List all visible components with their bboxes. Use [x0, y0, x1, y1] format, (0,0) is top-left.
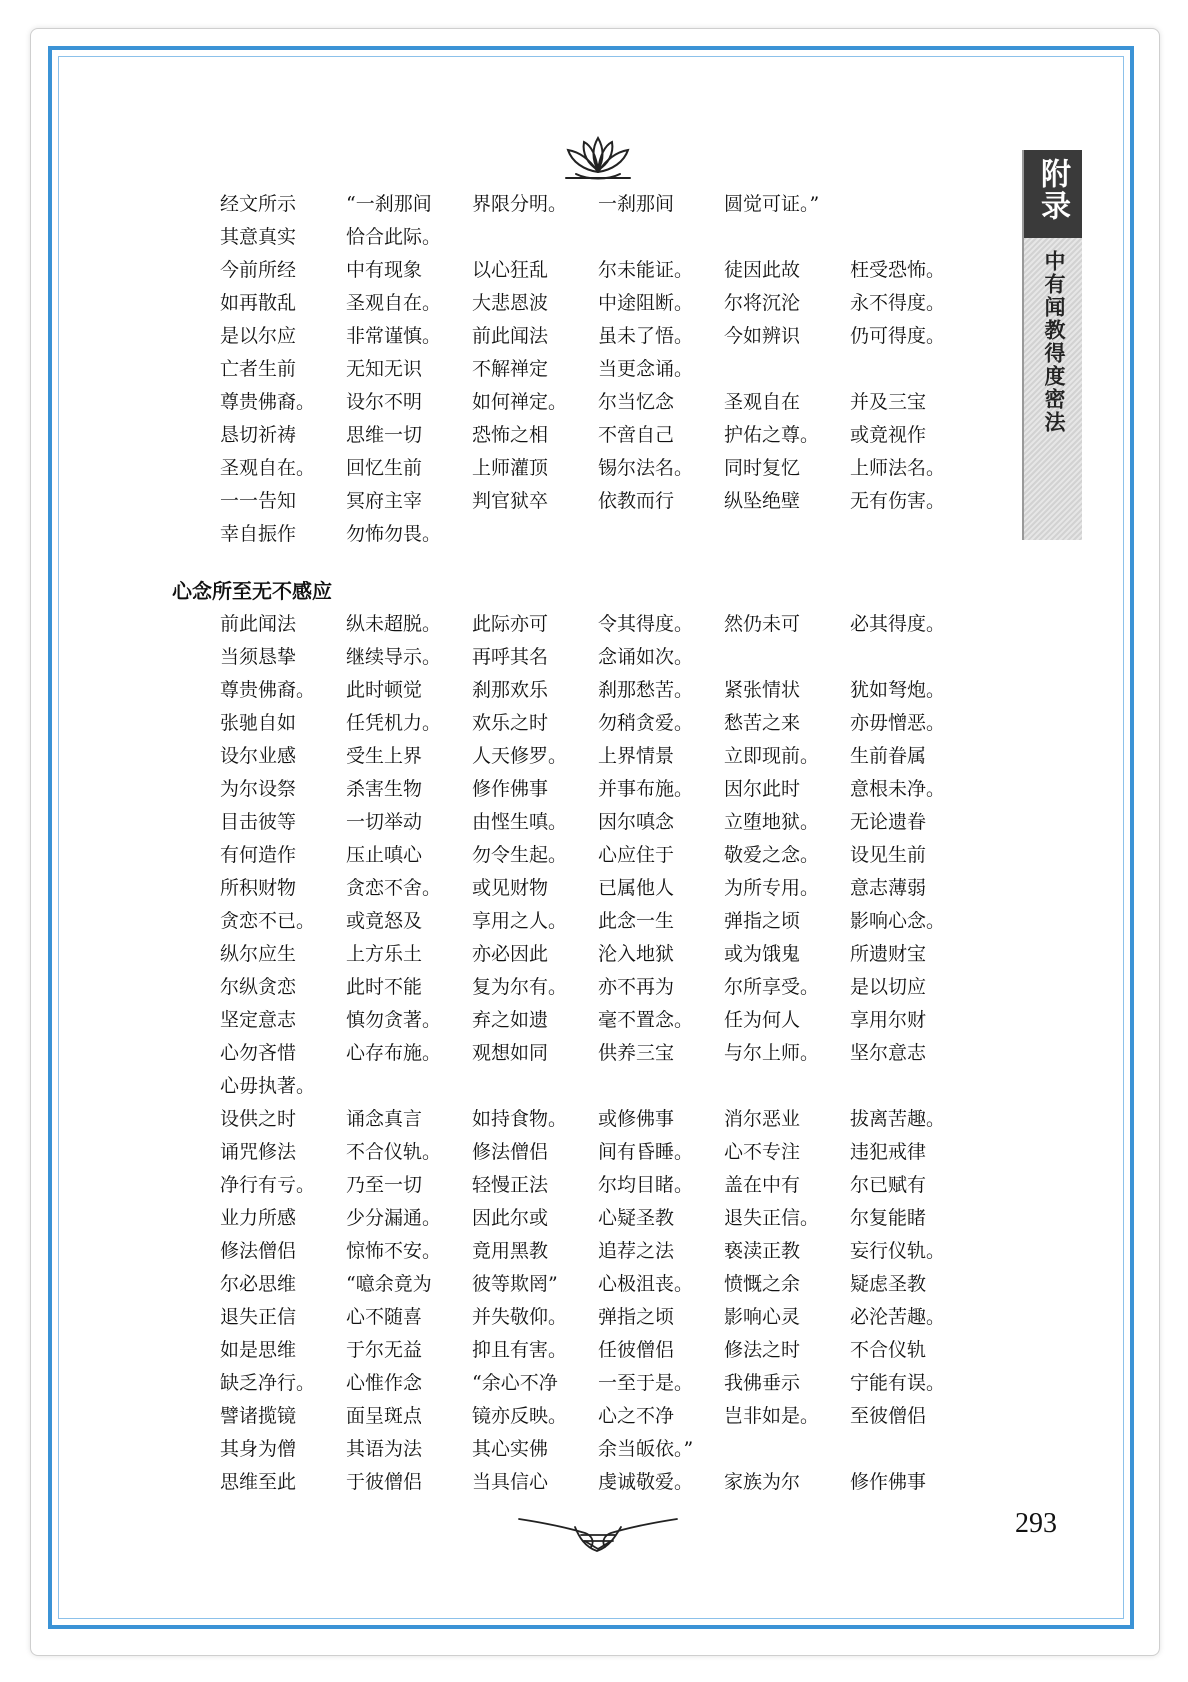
verse-phrase: 亵渎正教 — [724, 1240, 801, 1262]
verse-phrase — [850, 353, 976, 386]
verse-phrase: 尔当忆念 — [598, 391, 675, 413]
verse-phrase: 勿稍贪爱。 — [598, 712, 694, 734]
verse-phrase: 是以切应 — [850, 976, 927, 998]
verse-phrase — [724, 221, 850, 254]
verse-phrase: 坚定意志 — [220, 1009, 297, 1031]
verse-row — [220, 740, 976, 773]
verse-phrase: 观想如同 — [472, 1042, 549, 1064]
verse-phrase: 尔所享受。 — [724, 976, 820, 998]
verse-phrase: 譬诸揽镜 — [220, 1405, 297, 1427]
verse-phrase: 少分漏通。 — [346, 1207, 442, 1229]
verse-row — [220, 1004, 976, 1037]
verse-phrase: 愁苦之来 — [724, 712, 801, 734]
verse-phrase: 设供之时 — [220, 1108, 297, 1130]
verse-phrase: 彼等欺罔” — [472, 1273, 558, 1295]
chapter-tab-title: 附录 — [1035, 158, 1070, 222]
verse-phrase: 意根未净。 — [850, 778, 946, 800]
verse-phrase: 为尔设祭 — [220, 778, 297, 800]
verse-phrase: 杀害生物 — [346, 778, 423, 800]
verse-row — [220, 971, 976, 1004]
verse-phrase: 或竟怒及 — [346, 910, 423, 932]
verse-row — [220, 1433, 976, 1466]
verse-phrase: 净行有亏。 — [220, 1174, 316, 1196]
verse-phrase: 宁能有误。 — [850, 1372, 946, 1394]
verse-phrase: 心毋执著。 — [220, 1075, 316, 1097]
verse-phrase: 虽未了悟。 — [598, 325, 694, 347]
verse-phrase: 当具信心 — [472, 1471, 549, 1493]
verse-phrase: 尔均目睹。 — [598, 1174, 694, 1196]
lotus-icon — [558, 130, 638, 186]
verse-phrase — [724, 1433, 850, 1466]
verse-phrase: 敬爱之念。 — [724, 844, 820, 866]
verse-phrase: 心应住于 — [598, 844, 675, 866]
verse-phrase: 由悭生嗔。 — [472, 811, 568, 833]
verse-phrase: 为所专用。 — [724, 877, 820, 899]
verse-phrase: 思维一切 — [346, 424, 423, 446]
verse-row — [220, 1466, 976, 1499]
verse-phrase: 上师灌顶 — [472, 457, 549, 479]
verse-row — [220, 419, 976, 452]
verse-phrase — [850, 221, 976, 254]
verse-row — [220, 1070, 976, 1103]
verse-row — [220, 1334, 976, 1367]
verse-phrase: 仍可得度。 — [850, 325, 946, 347]
verse-phrase: 心惟作念 — [346, 1372, 423, 1394]
verse-phrase: 乃至一切 — [346, 1174, 423, 1196]
chapter-tab-subtitle: 中有闻教得度密法 — [1042, 250, 1067, 434]
verse-phrase: 纵未超脱。 — [346, 613, 442, 635]
verse-phrase: 或为饿鬼 — [724, 943, 801, 965]
verse-row — [220, 386, 976, 419]
verse-phrase: 此际亦可 — [472, 613, 549, 635]
verse-phrase: 并事布施。 — [598, 778, 694, 800]
verse-phrase: 修法僧侣 — [220, 1240, 297, 1262]
verse-phrase: 盖在中有 — [724, 1174, 801, 1196]
verse-phrase: 如再散乱 — [220, 292, 297, 314]
verse-phrase: 或见财物 — [472, 877, 549, 899]
verse-phrase: 心不专注 — [724, 1141, 801, 1163]
verse-phrase: 家族为尔 — [724, 1471, 801, 1493]
verse-phrase: 设尔业感 — [220, 745, 297, 767]
verse-phrase: 以心狂乱 — [472, 259, 549, 281]
verse-phrase: 并失敬仰。 — [472, 1306, 568, 1328]
verse-phrase: 或修佛事 — [598, 1108, 675, 1130]
verse-phrase: 亦不再为 — [598, 976, 675, 998]
folded-hands-icon — [515, 1497, 681, 1557]
verse-phrase: 供养三宝 — [598, 1042, 675, 1064]
verse-phrase: 间有昏睡。 — [598, 1141, 694, 1163]
verse-row — [220, 806, 976, 839]
verse-phrase: 一至于是。 — [598, 1372, 694, 1394]
verse-phrase — [472, 221, 598, 254]
verse-phrase: 虔诚敬爱。 — [598, 1471, 694, 1493]
verse-row — [220, 254, 976, 287]
verse-phrase: 立即现前。 — [724, 745, 820, 767]
verse-row — [220, 641, 976, 674]
verse-phrase: 如持食物。 — [472, 1108, 568, 1130]
verse-phrase: 诵咒修法 — [220, 1141, 297, 1163]
verse-phrase: 护佑之尊。 — [724, 424, 820, 446]
verse-row — [220, 674, 976, 707]
verse-phrase: 压止嗔心 — [346, 844, 423, 866]
verse-phrase: 修作佛事 — [472, 778, 549, 800]
verse-phrase: 判官狱卒 — [472, 490, 549, 512]
verse-phrase: 犹如弩炮。 — [850, 679, 946, 701]
verse-row — [220, 707, 976, 740]
verse-row — [220, 1268, 976, 1301]
verse-phrase: 尔必思维 — [220, 1273, 297, 1295]
verse-row — [220, 1037, 976, 1070]
verse-phrase: 余当皈依。” — [598, 1438, 694, 1460]
verse-phrase: 当更念诵。 — [598, 358, 694, 380]
verse-row — [220, 773, 976, 806]
verse-phrase — [724, 641, 850, 674]
verse-row — [220, 320, 976, 353]
verse-phrase: 人天修罗。 — [472, 745, 568, 767]
verse-phrase: 疑虑圣教 — [850, 1273, 927, 1295]
verse-phrase: 岂非如是。 — [724, 1405, 820, 1427]
verse-phrase: 恳切祈祷 — [220, 424, 297, 446]
verse-row — [220, 905, 976, 938]
verse-row — [220, 1202, 976, 1235]
verse-phrase: 已属他人 — [598, 877, 675, 899]
verse-phrase — [850, 188, 976, 221]
verse-phrase: 追荐之法 — [598, 1240, 675, 1262]
verse-phrase: 如何禅定。 — [472, 391, 568, 413]
verse-phrase: 尊贵佛裔。 — [220, 679, 316, 701]
verse-phrase: 其意真实 — [220, 226, 297, 248]
verse-phrase: 亦毋憎恶。 — [850, 712, 946, 734]
verse-row — [220, 287, 976, 320]
verse-phrase: 圆觉可证。” — [724, 193, 820, 215]
verse-phrase: 一切举动 — [346, 811, 423, 833]
verse-phrase: 今前所经 — [220, 259, 297, 281]
verse-phrase: 不啻自己 — [598, 424, 675, 446]
verse-phrase: 设见生前 — [850, 844, 927, 866]
verse-phrase: 设尔不明 — [346, 391, 423, 413]
verse-phrase: 无有伤害。 — [850, 490, 946, 512]
verse-phrase: 尔复能睹 — [850, 1207, 927, 1229]
verse-phrase: 于尔无益 — [346, 1339, 423, 1361]
verse-row — [220, 452, 976, 485]
verse-phrase: 经文所示 — [220, 193, 297, 215]
page-number: 293 — [1015, 1508, 1057, 1539]
verse-phrase: 尊贵佛裔。 — [220, 391, 316, 413]
verse-row — [220, 1400, 976, 1433]
verse-phrase — [598, 518, 724, 551]
verse-phrase: 必其得度。 — [850, 613, 946, 635]
verse-row — [220, 353, 976, 386]
verse-phrase: 令其得度。 — [598, 613, 694, 635]
verse-phrase: 欢乐之时 — [472, 712, 549, 734]
verse-phrase: 枉受恐怖。 — [850, 259, 946, 281]
verse-phrase: 坚尔意志 — [850, 1042, 927, 1064]
verse-phrase: 上师法名。 — [850, 457, 946, 479]
verse-phrase: 并及三宝 — [850, 391, 927, 413]
verse-phrase: 无知无识 — [346, 358, 423, 380]
verse-phrase: 永不得度。 — [850, 292, 946, 314]
verse-phrase: 心之不净 — [598, 1405, 675, 1427]
verse-phrase: 圣观自在。 — [220, 457, 316, 479]
verse-phrase: 思维至此 — [220, 1471, 297, 1493]
verse-phrase: 或竟视作 — [850, 424, 927, 446]
verse-phrase: 违犯戒律 — [850, 1141, 927, 1163]
verse-phrase: 上界情景 — [598, 745, 675, 767]
verse-row — [220, 608, 976, 641]
verse-phrase: 亦必因此 — [472, 943, 549, 965]
verse-phrase: 然仍未可 — [724, 613, 801, 635]
verse-phrase: 无论遗眷 — [850, 811, 927, 833]
verse-phrase: 再呼其名 — [472, 646, 549, 668]
verse-phrase: 恐怖之相 — [472, 424, 549, 446]
verse-phrase: 此时顿觉 — [346, 679, 423, 701]
verse-phrase: 界限分明。 — [472, 193, 568, 215]
verse-phrase: 锡尔法名。 — [598, 457, 694, 479]
verse-phrase: 心极沮丧。 — [598, 1273, 694, 1295]
verse-phrase: 退失正信。 — [724, 1207, 820, 1229]
verse-phrase: 尔将沉沦 — [724, 292, 801, 314]
verse-phrase: 弹指之顷 — [598, 1306, 675, 1328]
verse-phrase: 前此闻法 — [472, 325, 549, 347]
verse-phrase: 目击彼等 — [220, 811, 297, 833]
verse-phrase: 心不随喜 — [346, 1306, 423, 1328]
verse-phrase: 心疑圣教 — [598, 1207, 675, 1229]
verse-phrase: 其身为僧 — [220, 1438, 297, 1460]
verse-phrase: 诵念真言 — [346, 1108, 423, 1130]
verse-phrase: 纵尔应生 — [220, 943, 297, 965]
section-heading: 心念所至无不感应 — [172, 579, 332, 603]
verse-phrase: 愤慨之余 — [724, 1273, 801, 1295]
verse-phrase: 复为尔有。 — [472, 976, 568, 998]
verse-phrase: 其心实佛 — [472, 1438, 549, 1460]
verse-phrase: 享用之人。 — [472, 910, 568, 932]
verse-phrase: 圣观自在 — [724, 391, 801, 413]
verse-phrase: 任彼僧侣 — [598, 1339, 675, 1361]
verse-phrase: 因此尔或 — [472, 1207, 549, 1229]
verse-phrase: 勿怖勿畏。 — [346, 523, 442, 545]
verse-phrase: 修作佛事 — [850, 1471, 927, 1493]
verse-phrase: 张驰自如 — [220, 712, 297, 734]
verse-phrase: 当须恳挚 — [220, 646, 297, 668]
verse-phrase: 享用尔财 — [850, 1009, 927, 1031]
verse-row — [220, 221, 976, 254]
verse-phrase: “一刹那间 — [346, 193, 432, 215]
verse-phrase: 竟用黑教 — [472, 1240, 549, 1262]
verse-phrase: 任凭机力。 — [346, 712, 442, 734]
verse-phrase: 此念一生 — [598, 910, 675, 932]
verse-phrase: 是以尔应 — [220, 325, 297, 347]
verse-phrase: 消尔恶业 — [724, 1108, 801, 1130]
verse-phrase — [724, 518, 850, 551]
verse-phrase: 缺乏净行。 — [220, 1372, 316, 1394]
verse-phrase: 不合仪轨。 — [346, 1141, 442, 1163]
verse-phrase: 退失正信 — [220, 1306, 297, 1328]
verse-phrase: 修法之时 — [724, 1339, 801, 1361]
verse-phrase — [850, 1070, 976, 1103]
verse-phrase: 恰合此际。 — [346, 226, 442, 248]
verse-phrase — [724, 353, 850, 386]
verse-phrase: 贪恋不舍。 — [346, 877, 442, 899]
verse-phrase: 如是思维 — [220, 1339, 297, 1361]
verse-phrase: 于彼僧侣 — [346, 1471, 423, 1493]
verse-phrase: 同时复忆 — [724, 457, 801, 479]
verse-phrase: 我佛垂示 — [724, 1372, 801, 1394]
verse-phrase: 一刹那间 — [598, 193, 675, 215]
verse-phrase: 妄行仪轨。 — [850, 1240, 946, 1262]
verse-row — [220, 872, 976, 905]
verse-phrase: 刹那欢乐 — [472, 679, 549, 701]
verse-block-1 — [220, 188, 976, 551]
verse-phrase: 必沦苦趣。 — [850, 1306, 946, 1328]
verse-phrase — [850, 641, 976, 674]
verse-phrase: 尔未能证。 — [598, 259, 694, 281]
verse-phrase: 拔离苦趣。 — [850, 1108, 946, 1130]
verse-phrase: 大悲恩波 — [472, 292, 549, 314]
verse-phrase: “余心不净 — [472, 1372, 558, 1394]
verse-phrase: 心勿吝惜 — [220, 1042, 297, 1064]
verse-phrase: 继续导示。 — [346, 646, 442, 668]
verse-phrase: 中途阻断。 — [598, 292, 694, 314]
verse-phrase: 所积财物 — [220, 877, 297, 899]
verse-phrase: 弹指之顷 — [724, 910, 801, 932]
verse-phrase: 前此闻法 — [220, 613, 297, 635]
verse-phrase — [850, 1433, 976, 1466]
verse-phrase: 其语为法 — [346, 1438, 423, 1460]
verse-phrase: 纵坠绝壁 — [724, 490, 801, 512]
verse-row — [220, 1367, 976, 1400]
verse-block-2 — [220, 608, 976, 1499]
verse-phrase: 一一告知 — [220, 490, 297, 512]
verse-phrase: 不解禅定 — [472, 358, 549, 380]
verse-phrase: 圣观自在。 — [346, 292, 442, 314]
verse-phrase: 影响心念。 — [850, 910, 946, 932]
verse-phrase: 贪恋不已。 — [220, 910, 316, 932]
verse-row — [220, 839, 976, 872]
verse-phrase — [472, 518, 598, 551]
verse-phrase — [472, 1070, 598, 1103]
verse-phrase — [724, 1070, 850, 1103]
verse-phrase: 回忆生前 — [346, 457, 423, 479]
verse-phrase: 因尔此时 — [724, 778, 801, 800]
verse-phrase — [346, 1070, 472, 1103]
verse-phrase: 勿令生起。 — [472, 844, 568, 866]
verse-phrase: 上方乐土 — [346, 943, 423, 965]
verse-row — [220, 938, 976, 971]
verse-phrase: 冥府主宰 — [346, 490, 423, 512]
verse-phrase: 生前眷属 — [850, 745, 927, 767]
verse-phrase: 慎勿贪著。 — [346, 1009, 442, 1031]
verse-row — [220, 485, 976, 518]
chapter-tab — [1022, 150, 1082, 540]
verse-phrase: 因尔嗔念 — [598, 811, 675, 833]
verse-phrase: 紧张情状 — [724, 679, 801, 701]
verse-row — [220, 1136, 976, 1169]
verse-phrase: 尔已赋有 — [850, 1174, 927, 1196]
verse-phrase: 至彼僧侣 — [850, 1405, 927, 1427]
verse-phrase — [850, 518, 976, 551]
verse-phrase: 今如辨识 — [724, 325, 801, 347]
verse-phrase: 刹那愁苦。 — [598, 679, 694, 701]
verse-row — [220, 1103, 976, 1136]
verse-phrase: 镜亦反映。 — [472, 1405, 568, 1427]
verse-phrase: 此时不能 — [346, 976, 423, 998]
verse-phrase: 沦入地狱 — [598, 943, 675, 965]
verse-phrase: 非常谨慎。 — [346, 325, 442, 347]
verse-phrase: 不合仪轨 — [850, 1339, 927, 1361]
verse-row — [220, 1169, 976, 1202]
verse-phrase: 念诵如次。 — [598, 646, 694, 668]
verse-phrase: 毫不置念。 — [598, 1009, 694, 1031]
verse-phrase: 心存布施。 — [346, 1042, 442, 1064]
verse-row — [220, 1235, 976, 1268]
verse-phrase: 幸自振作 — [220, 523, 297, 545]
verse-row — [220, 188, 976, 221]
verse-phrase: “噫余竟为 — [346, 1273, 432, 1295]
verse-phrase: 亡者生前 — [220, 358, 297, 380]
verse-phrase: 尔纵贪恋 — [220, 976, 297, 998]
verse-phrase — [598, 1070, 724, 1103]
verse-phrase: 立堕地狱。 — [724, 811, 820, 833]
verse-phrase: 轻慢正法 — [472, 1174, 549, 1196]
verse-phrase: 中有现象 — [346, 259, 423, 281]
verse-phrase: 惊怖不安。 — [346, 1240, 442, 1262]
verse-row — [220, 518, 976, 551]
verse-phrase: 弃之如遗 — [472, 1009, 549, 1031]
verse-phrase: 依教而行 — [598, 490, 675, 512]
verse-phrase: 任为何人 — [724, 1009, 801, 1031]
verse-phrase: 意志薄弱 — [850, 877, 927, 899]
verse-phrase: 抑且有害。 — [472, 1339, 568, 1361]
verse-phrase: 受生上界 — [346, 745, 423, 767]
verse-phrase: 影响心灵 — [724, 1306, 801, 1328]
verse-row — [220, 1301, 976, 1334]
verse-phrase: 有何造作 — [220, 844, 297, 866]
verse-phrase: 修法僧侣 — [472, 1141, 549, 1163]
verse-phrase: 徒因此故 — [724, 259, 801, 281]
verse-phrase: 业力所感 — [220, 1207, 297, 1229]
verse-phrase: 面呈斑点 — [346, 1405, 423, 1427]
verse-phrase: 所遗财宝 — [850, 943, 927, 965]
verse-phrase: 与尔上师。 — [724, 1042, 820, 1064]
verse-phrase — [598, 221, 724, 254]
